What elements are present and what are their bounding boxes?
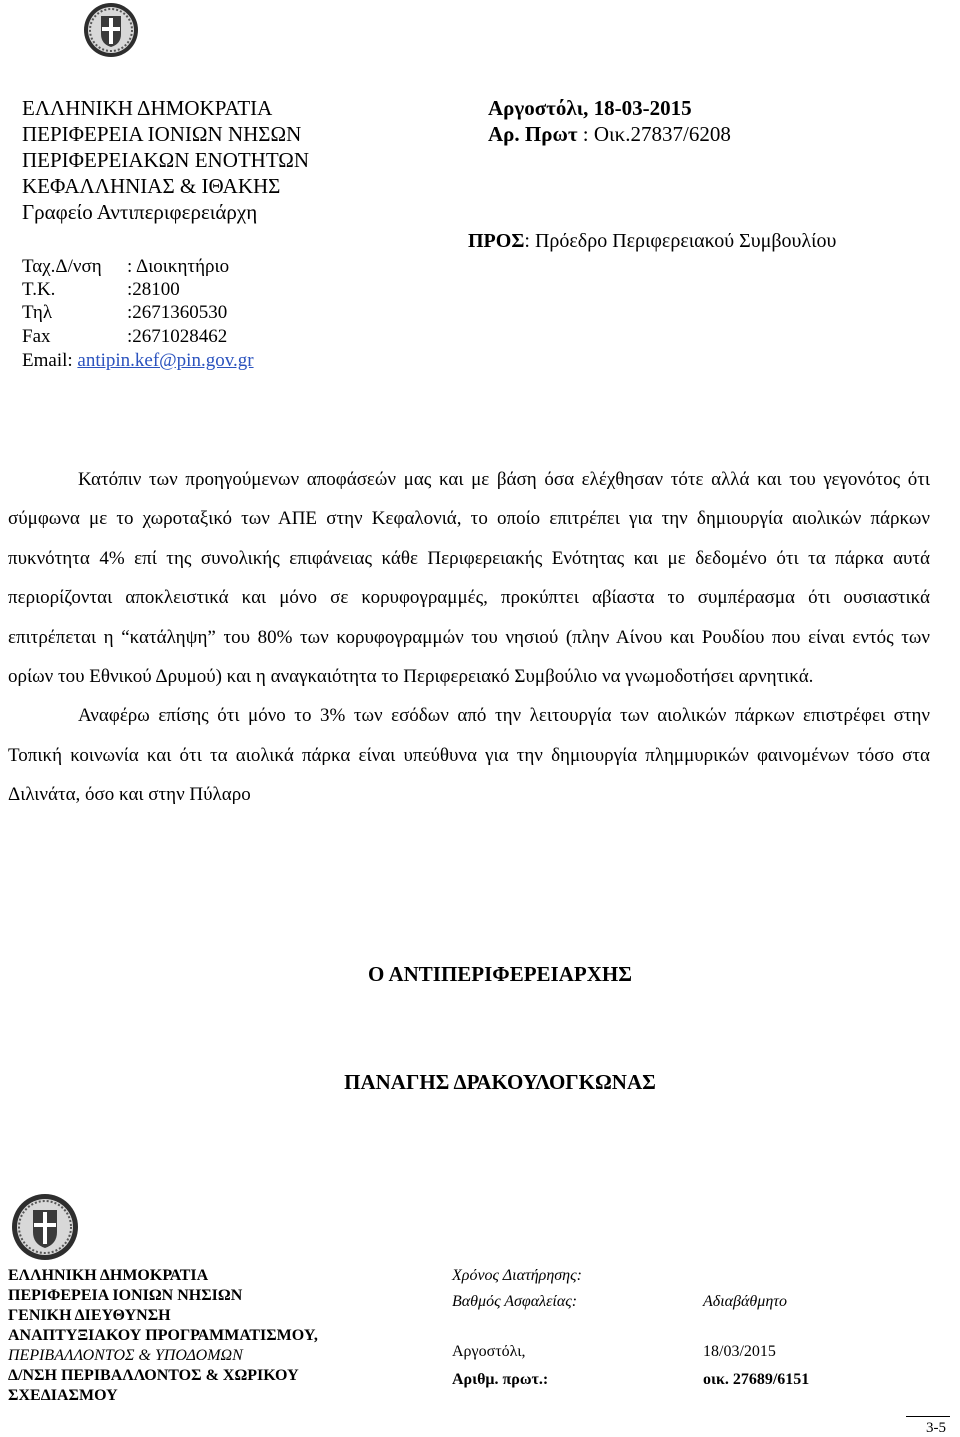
recipient <box>468 229 836 253</box>
greek-emblem-top <box>83 2 139 58</box>
protocol-label: Αρ. Πρωτ <box>488 122 578 146</box>
footer-line-spatial: ΣΧΕΔΙΑΣΜΟΥ <box>8 1387 118 1404</box>
contact-email-link[interactable]: antipin.kef@pin.gov.gr <box>77 350 254 371</box>
contact-fax <box>22 326 227 348</box>
recipient-value: : Πρόεδρο Περιφερειακού Συμβουλίου <box>524 230 837 252</box>
footer-protocol-label: Αριθμ. πρωτ.: <box>452 1371 549 1388</box>
contact-email <box>22 350 254 372</box>
protocol-value: : Οικ.27837/6208 <box>582 122 731 146</box>
footer-date: 18/03/2015 <box>703 1343 776 1360</box>
header-line-republic: ΕΛΛΗΝΙΚΗ ΔΗΜΟΚΡΑΤΙΑ <box>22 96 273 120</box>
contact-phone-label: Τηλ <box>22 302 53 323</box>
footer-line-directorate: ΓΕΝΙΚΗ ΔΙΕΥΘΥΝΣΗ <box>8 1307 171 1324</box>
body-paragraph-1: Κατόπιν των προηγούμενων αποφάσεών μας και με βάση όσα ελέχθησαν τότε αλλά και του γεγονότος ότι σύμφωνα με το χωροταξικό των ΑΠΕ στην Κεφαλονιά, το οποίο επιτρέπει για την δημιουργία αιολικών πάρκων πυκνότητα 4% επί της συνολικής επιφάνειας κάθε Περιφερειακής Ενότητας και με δεδομένο ότι τα πάρκα αυτά περιορίζονται αποκλειστικά και μόνο σε κορυφογραμμές, προκύπτει αβίαστα το συμπέρασμα ότι ουσιαστικά επιτρέπεται η “κατάληψη” του 80% των κορυφογραμμών του νησιού (πλην Αίνου και Ρουδίου που είναι εντός των ορίων του Εθνικού Δρυμού) και η αναγκαιότητα το Περιφερειακό Συμβούλιο να γνωμοδοτήσει αρνητικά. <box>8 469 930 688</box>
contact-postcode <box>22 279 180 301</box>
page-number-rule <box>906 1416 950 1417</box>
contact-fax-value: :2671028462 <box>127 326 228 347</box>
protocol-number <box>488 121 731 147</box>
security-label: Βαθμός Ασφαλείας: <box>452 1293 578 1310</box>
security-value: Αδιαβάθμητο <box>703 1293 787 1310</box>
greek-emblem-footer <box>6 1193 84 1261</box>
footer-line-department: Δ/ΝΣΗ ΠΕΡΙΒΑΛΛΟΝΤΟΣ & ΧΩΡΙΚΟΥ <box>8 1367 299 1384</box>
signatory-title: Ο ΑΝΤΙΠΕΡΙΦΕΡΕΙΑΡΧΗΣ <box>368 962 632 986</box>
page-number: 3-5 <box>926 1420 946 1436</box>
contact-fax-label: Fax <box>22 326 51 347</box>
contact-email-label: Email: <box>22 350 73 371</box>
recipient-label: ΠΡΟΣ <box>468 230 525 252</box>
letter-body <box>8 460 930 815</box>
contact-phone-value: :2671360530 <box>127 302 228 323</box>
footer-protocol-value: οικ. 27689/6151 <box>703 1371 810 1388</box>
body-paragraph-2: Αναφέρω επίσης ότι μόνο το 3% των εσόδων από την λειτουργία των αιολικών πάρκων επιστρέφει στην Τοπική κοινωνία και ότι τα αιολικά πάρκα είναι υπεύθυνα για την δημιουργία πλημμυρικών φαινομένων τόσο στα Διλινάτα, όσο και στην Πύλαρο <box>8 705 930 806</box>
contact-postcode-label: Τ.Κ. <box>22 279 56 300</box>
footer-line-region: ΠΕΡΙΦΕΡΕΙΑ ΙΟΝΙΩΝ ΝΗΣΙΩΝ <box>8 1287 243 1304</box>
signatory-name: ΠΑΝΑΓΗΣ ΔΡΑΚΟΥΛΟΓΚΩΝΑΣ <box>344 1070 656 1094</box>
contact-postcode-value: :28100 <box>127 279 180 300</box>
header-line-units: ΠΕΡΙΦΕΡΕΙΑΚΩΝ ΕΝΟΤΗΤΩΝ <box>22 148 310 172</box>
contact-address <box>22 256 229 278</box>
footer-place: Αργοστόλι, <box>452 1343 526 1360</box>
contact-address-value: : Διοικητήριο <box>127 256 230 277</box>
header-line-office: Γραφείο Αντιπεριφερειάρχη <box>22 200 258 224</box>
header-line-kefallinia: ΚΕΦΑΛΛΗΝΙΑΣ & ΙΘΑΚΗΣ <box>22 174 281 198</box>
footer-line-planning: ΑΝΑΠΤΥΞΙΑΚΟΥ ΠΡΟΓΡΑΜΜΑΤΙΣΜΟΥ, <box>8 1327 318 1344</box>
letter-date: Αργοστόλι, 18-03-2015 <box>488 96 692 120</box>
footer-line-environment: ΠΕΡΙΒΑΛΛΟΝΤΟΣ & ΥΠΟΔΟΜΩΝ <box>8 1347 243 1364</box>
retention-label: Χρόνος Διατήρησης: <box>452 1267 582 1284</box>
contact-address-label: Ταχ.Δ/νση <box>22 256 102 277</box>
contact-phone <box>22 302 227 324</box>
header-line-region: ΠΕΡΙΦΕΡΕΙΑ ΙΟΝΙΩΝ ΝΗΣΩΝ <box>22 122 302 146</box>
footer-line-republic: ΕΛΛΗΝΙΚΗ ΔΗΜΟΚΡΑΤΙΑ <box>8 1267 209 1284</box>
